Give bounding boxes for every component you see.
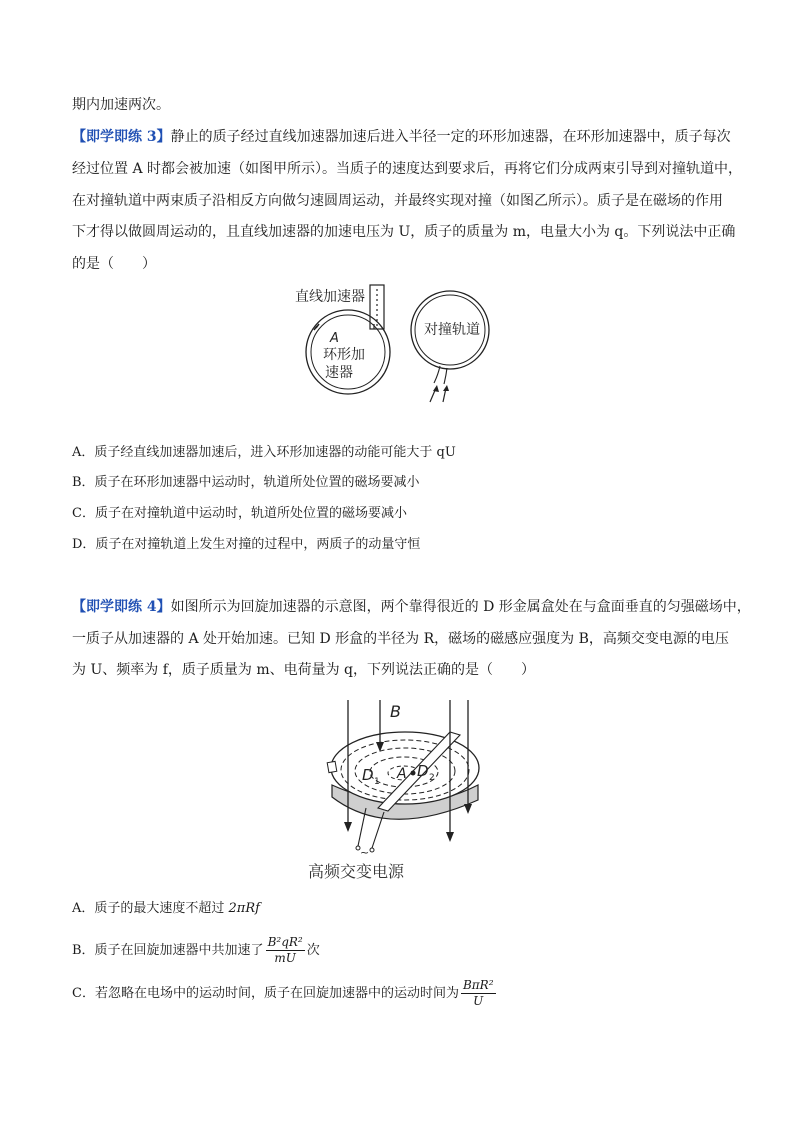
q4-option-c-numerator: BπR²	[462, 978, 494, 992]
ac-source-symbol: ~	[360, 846, 370, 859]
q3-option-a: A．质子经直线加速器加速后，进入环形加速器的动能可能大于 qU	[72, 445, 456, 460]
field-arrow-right-1	[446, 832, 454, 842]
field-arrow-right-2	[464, 804, 472, 814]
q4-option-b-suffix: 次	[306, 943, 320, 958]
q3-tag: 【即学即练 3】	[72, 129, 171, 145]
q3-line-1	[72, 127, 731, 147]
linear-accelerator-label: 直线加速器	[295, 289, 365, 305]
ac-source-caption: 高频交变电源	[308, 862, 405, 881]
q3-line-2: 经过位置 A 时都会被加速（如图甲所示）。当质子的速度达到要求后，再将它们分成两束引导到对撞轨道中，	[72, 161, 743, 177]
q4-line-1	[72, 597, 751, 617]
q4-option-c-denominator: U	[473, 994, 484, 1008]
disc-tab	[327, 761, 337, 772]
q3-text-1: 静止的质子经过直线加速器加速后进入半径一定的环形加速器，在环形加速器中，质子每次	[170, 129, 731, 145]
q3-figure	[290, 280, 520, 410]
d1-subscript: 1	[374, 777, 380, 787]
intro-line: 期内加速两次。	[72, 97, 170, 113]
q4-line-3: 为 U、频率为 f，质子质量为 m、电荷量为 q，下列说法正确的是（ ）	[72, 662, 536, 678]
d1-label: D	[362, 766, 374, 784]
point-a-dot	[411, 771, 416, 776]
q3-line-4: 下才得以做圆周运动的，且直线加速器的加速电压为 U，质子的质量为 m，电量大小为 q。下列说法中正确	[72, 224, 736, 240]
injection-line-left	[434, 366, 440, 383]
q4-option-b-denominator: mU	[274, 951, 296, 965]
beam-arrowhead-right	[443, 385, 449, 391]
point-a-label: A	[397, 766, 407, 782]
position-a-label: A	[330, 331, 339, 346]
q4-tag: 【即学即练 4】	[72, 599, 171, 615]
q4-option-a-text: A．质子的最大速度不超过	[72, 901, 229, 916]
q4-option-b-prefix: B．质子在回旋加速器中共加速了	[72, 943, 264, 958]
cyclotron-figure	[300, 690, 500, 890]
q4-option-a	[72, 899, 260, 919]
q4-option-c	[72, 978, 498, 1009]
q3-line-3: 在对撞轨道中两束质子沿相反方向做匀速圆周运动，并最终实现对撞（如图乙所示）。质子是在磁场的作用	[72, 193, 723, 209]
q3-line-5: 的是（ ）	[72, 256, 156, 272]
q4-option-b-numerator: B²qR²	[267, 935, 303, 949]
d2-subscript: 2	[429, 773, 435, 783]
beam-arrowhead-left	[433, 385, 439, 392]
q4-option-b-fraction	[266, 935, 305, 966]
field-b-label: B	[390, 702, 401, 721]
q3-option-d: D．质子在对撞轨道上发生对撞的过程中，两质子的动量守恒	[72, 537, 421, 552]
ring-label-line-1: 环形加	[323, 347, 365, 363]
field-arrow-left	[344, 822, 352, 832]
q4-option-b	[72, 935, 320, 966]
q4-text-1: 如图所示为回旋加速器的示意图，两个靠得很近的 D 形金属盒处在与盒面垂直的匀强磁场中，	[170, 599, 751, 615]
q4-option-c-prefix: C．若忽略在电场中的运动时间，质子在回旋加速器中的运动时间为	[72, 986, 459, 1001]
ring-label-line-2: 速器	[325, 365, 353, 381]
q4-line-2: 一质子从加速器的 A 处开始加速。已知 D 形盒的半径为 R，磁场的磁感应强度为 B，高频交变电源的电压	[72, 631, 729, 647]
terminal-right	[370, 848, 374, 852]
d2-label: D	[417, 762, 429, 780]
q4-option-a-math: 2πRf	[228, 901, 260, 916]
q4-option-c-fraction	[461, 978, 496, 1009]
collider-label: 对撞轨道	[424, 322, 480, 338]
injection-line-right	[444, 368, 447, 384]
q3-option-b: B．质子在环形加速器中运动时，轨道所处位置的磁场要减小	[72, 475, 420, 490]
q3-option-c: C．质子在对撞轨道中运动时，轨道所处位置的磁场要减小	[72, 506, 407, 521]
